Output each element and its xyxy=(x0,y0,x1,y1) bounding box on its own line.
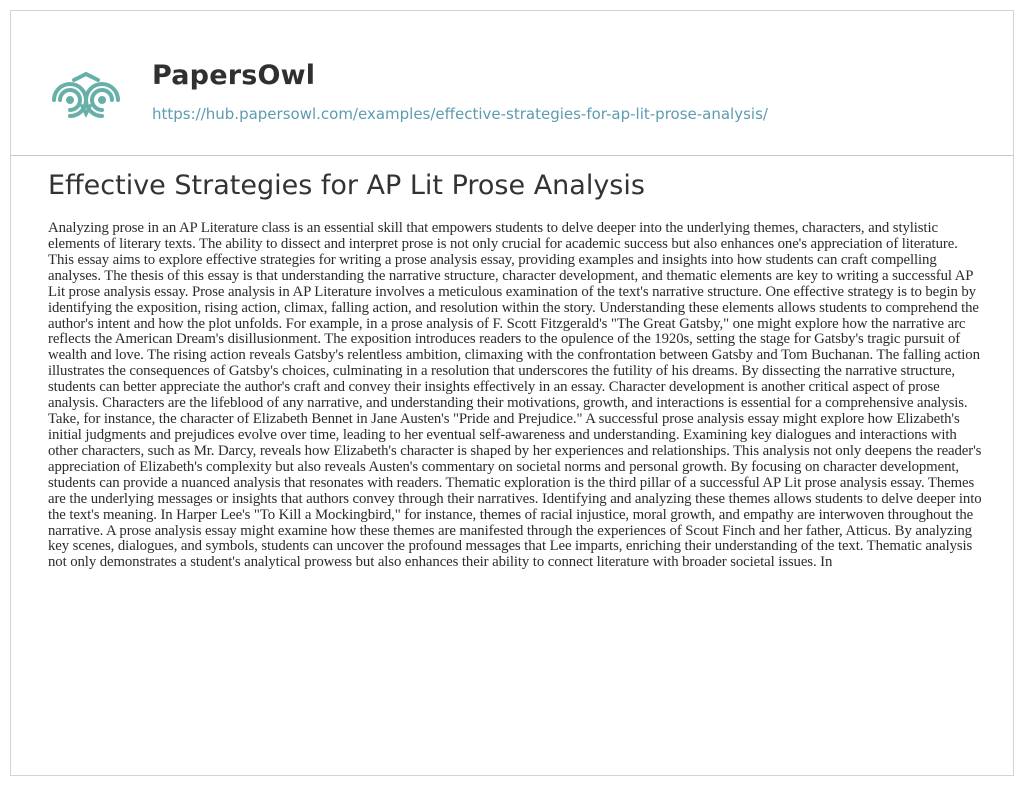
header xyxy=(34,38,994,158)
owl-eyes-logo-icon xyxy=(46,60,126,140)
essay-title: Effective Strategies for AP Lit Prose Analysis xyxy=(48,170,645,201)
source-url-link[interactable]: https://hub.papersowl.com/examples/effective-strategies-for-ap-lit-prose-analysis/ xyxy=(152,105,768,123)
brand-name: PapersOwl xyxy=(152,60,316,91)
essay-body: Analyzing prose in an AP Literature class is an essential skill that empowers students to delve deeper into the underlying themes, characters, and stylistic elements of literary texts. The ability to dissect and interpret prose is not only crucial for academic success but also enhances one's appreciation of literature. This essay aims to explore effective strategies for writing a prose analysis essay, providing examples and insights into how students can craft compelling analyses. The thesis of this essay is that understanding the narrative structure, character development, and thematic elements are key to writing a successful AP Lit prose analysis essay. Prose analysis in AP Literature involves a meticulous examination of the text's narrative structure. One effective strategy is to begin by identifying the exposition, rising action, climax, falling action, and resolution within the story. Understanding these elements allows students to comprehend the author's intent and how the plot unfolds. For example, in a prose analysis of F. Scott Fitzgerald's "The Great Gatsby," one might explore how the narrative arc reflects the American Dream's disillusionment. The exposition introduces readers to the opulence of the 1920s, setting the stage for Gatsby's tragic pursuit of wealth and love. The rising action reveals Gatsby's relentless ambition, climaxing with the confrontation between Gatsby and Tom Buchanan. The falling action illustrates the consequences of Gatsby's choices, culminating in a resolution that underscores the futility of his dreams. By dissecting the narrative structure, students can better appreciate the author's craft and convey their insights effectively in an essay. Character development is another critical aspect of prose analysis. Characters are the lifeblood of any narrative, and understanding their motivations, growth, and interactions is essential for a comprehensive analysis. Take, for instance, the character of Elizabeth Bennet in Jane Austen's "Pride and Prejudice." A successful prose analysis essay might explore how Elizabeth's initial judgments and prejudices evolve over time, leading to her eventual self-awareness and understanding. Examining key dialogues and interactions with other characters, such as Mr. Darcy, reveals how Elizabeth's character is shaped by her experiences and relationships. This analysis not only deepens the reader's appreciation of Elizabeth's complexity but also reveals Austen's commentary on societal norms and personal growth. By focusing on character development, students can provide a nuanced analysis that resonates with readers. Thematic exploration is the third pillar of a successful AP Lit prose analysis essay. Themes are the underlying messages or insights that authors convey through their narratives. Identifying and analyzing these themes allows students to delve deeper into the text's meaning. In Harper Lee's "To Kill a Mockingbird," for instance, themes of racial injustice, moral growth, and empathy are interwoven throughout the narrative. A prose analysis essay might examine how these themes are manifested through the experiences of Scout Finch and her father, Atticus. By analyzing key scenes, dialogues, and symbols, students can uncover the profound messages that Lee imparts, enriching their understanding of the text. Thematic analysis not only demonstrates a student's analytical prowess but also enhances their ability to connect literature with broader societal issues. In xyxy=(48,220,982,571)
header-divider xyxy=(10,155,1014,156)
